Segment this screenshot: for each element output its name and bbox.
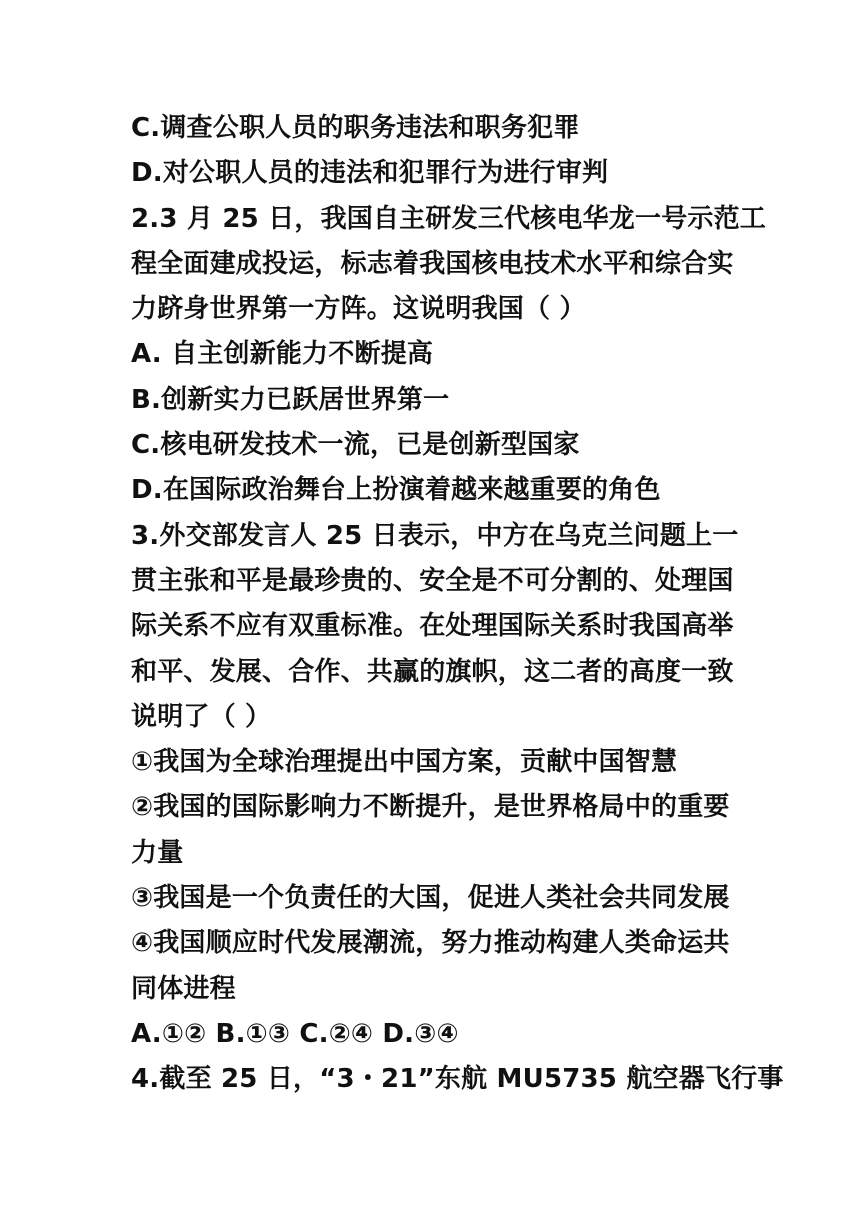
question-3-answer-options: A.①② B.①③ C.②④ D.③④ — [131, 1018, 459, 1049]
question-3-line-1: 3.外交部发言人 25 日表示，中方在乌克兰问题上一 — [131, 520, 739, 551]
statement-1-line: ①我国为全球治理提出中国方案，贡献中国智慧 — [131, 747, 678, 778]
statement-2-line-2: 力量 — [131, 837, 184, 868]
statement-3-line: ③我国是一个负责任的大国，促进人类社会共同发展 — [131, 883, 730, 914]
option-d-line: D.对公职人员的违法和犯罪行为进行审判 — [131, 158, 609, 189]
question-3-line-5: 说明了（ ） — [131, 701, 272, 732]
question-2-line-3: 力跻身世界第一方阵。这说明我国（ ） — [131, 294, 586, 325]
question-2-line-2: 程全面建成投运，标志着我国核电技术水平和综合实 — [131, 248, 734, 279]
question-2-option-b: B.创新实力已跃居世界第一 — [131, 384, 450, 415]
question-2-line-1: 2.3 月 25 日，我国自主研发三代核电华龙一号示范工 — [131, 203, 766, 234]
statement-4-line-1: ④我国顺应时代发展潮流，努力推动构建人类命运共 — [131, 928, 730, 959]
question-3-line-4: 和平、发展、合作、共赢的旗帜，这二者的高度一致 — [131, 656, 734, 687]
statement-4-line-2: 同体进程 — [131, 973, 236, 1004]
question-2-option-d: D.在国际政治舞台上扮演着越来越重要的角色 — [131, 475, 661, 506]
question-4-line-1: 4.截至 25 日，“3・21”东航 MU5735 航空器飞行事 — [131, 1064, 784, 1095]
question-2-option-a: A. 自主创新能力不断提高 — [131, 339, 434, 370]
question-3-line-3: 际关系不应有双重标准。在处理国际关系时我国高举 — [131, 611, 734, 642]
question-2-option-c: C.核电研发技术一流，已是创新型国家 — [131, 430, 580, 461]
document-text-block — [131, 106, 784, 1103]
question-3-line-2: 贯主张和平是最珍贵的、安全是不可分割的、处理国 — [131, 565, 734, 596]
statement-2-line-1: ②我国的国际影响力不断提升，是世界格局中的重要 — [131, 792, 730, 823]
option-c-line: C.调查公职人员的职务违法和职务犯罪 — [131, 113, 580, 143]
